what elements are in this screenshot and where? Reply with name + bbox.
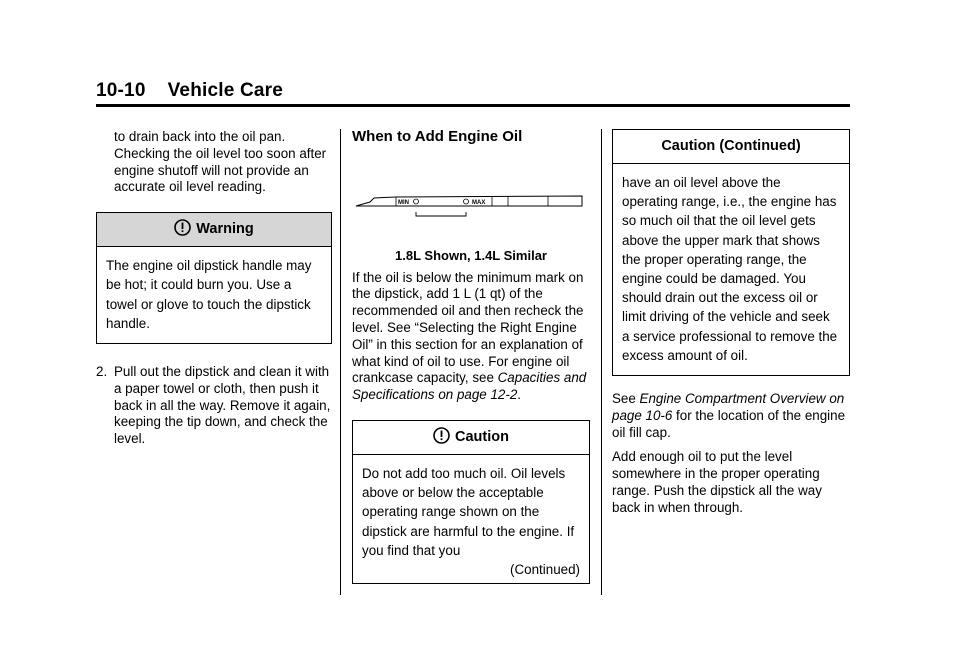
caution-icon	[433, 424, 450, 457]
column-divider-1	[340, 129, 341, 595]
step-number: 2.	[96, 364, 108, 379]
caution-continued: (Continued)	[510, 561, 580, 577]
warning-title: Warning	[196, 221, 254, 238]
caution-continued-box	[612, 129, 850, 376]
warning-text: The engine oil dipstick handle may be hot; it could burn you. Use a towel or glove to touch the dipstick handle.	[106, 258, 312, 331]
fill-cap-paragraph	[612, 391, 850, 441]
page-header	[96, 80, 283, 102]
list-item	[96, 364, 332, 448]
engine-compartment-link[interactable]: Engine Compartment Overview on page 10-6	[612, 391, 845, 423]
caution-title: Caution	[455, 428, 509, 445]
column-2	[352, 129, 590, 584]
column-3	[612, 129, 850, 517]
caution-continued-header: Caution (Continued)	[613, 130, 849, 164]
caution-header	[353, 421, 589, 455]
warning-body	[97, 247, 331, 343]
column-1	[96, 129, 332, 448]
header-rule	[96, 104, 850, 107]
oil-paragraph	[352, 270, 590, 404]
section-title: Vehicle Care	[167, 80, 284, 101]
warning-header	[97, 213, 331, 247]
fill-cap-text-end: for the location of the engine oil fill cap.	[612, 407, 846, 440]
intro-paragraph: to drain back into the oil pan. Checking the oil level too soon after engine shutoff will not provide an accurate oil level reading.	[114, 129, 327, 195]
oil-paragraph-end: .	[517, 387, 521, 403]
caution-body	[353, 455, 589, 583]
warning-icon	[174, 216, 191, 249]
caution-continued-text: have an oil level above the operating range, i.e., the engine has so much oil that the oil level gets above the upper mark that shows the proper operating range, the engine could be damaged. You should drain out the excess oil or limit driving of the vehicle and seek a service professional to remove the excess amount of oil.	[622, 175, 838, 363]
caution-continued-body	[613, 164, 849, 375]
add-oil-paragraph: Add enough oil to put the level somewhere in the proper operating range. Push the dipstick all the way back in when through.	[612, 449, 822, 515]
step-text: Pull out the dipstick and clean it with a paper towel or cloth, then push it back in all the way. Remove it again, keeping the tip down, and check the level.	[114, 364, 331, 447]
figure-caption: 1.8L Shown, 1.4L Similar	[395, 247, 547, 263]
caution-text: Do not add too much oil. Oil levels above or below the acceptable operating range shown on the dipstick are harmful to the engine. If you find that you	[362, 465, 575, 558]
dipstick-min-label: MIN	[398, 199, 409, 206]
dipstick-illustration	[352, 160, 590, 234]
fill-cap-text-start: See	[612, 391, 640, 407]
dipstick-max-label: MAX	[472, 199, 486, 206]
dipstick-figure	[352, 160, 590, 234]
page-number: 10-10	[96, 80, 146, 101]
oil-paragraph-text: If the oil is below the minimum mark on the dipstick, add 1 L (1 qt) of the recommended oil and then recheck the level. See “Selecting the Right Engine Oil” in this section for an explanation of what kind of oil to use. For engine oil crankcase capacity, see	[352, 269, 584, 386]
capacities-link[interactable]: Capacities and Specifications on page 12-2	[352, 370, 587, 403]
caution-box	[352, 420, 590, 584]
warning-box	[96, 212, 332, 344]
section-heading: When to Add Engine Oil	[352, 128, 523, 145]
column-divider-2	[601, 129, 602, 595]
